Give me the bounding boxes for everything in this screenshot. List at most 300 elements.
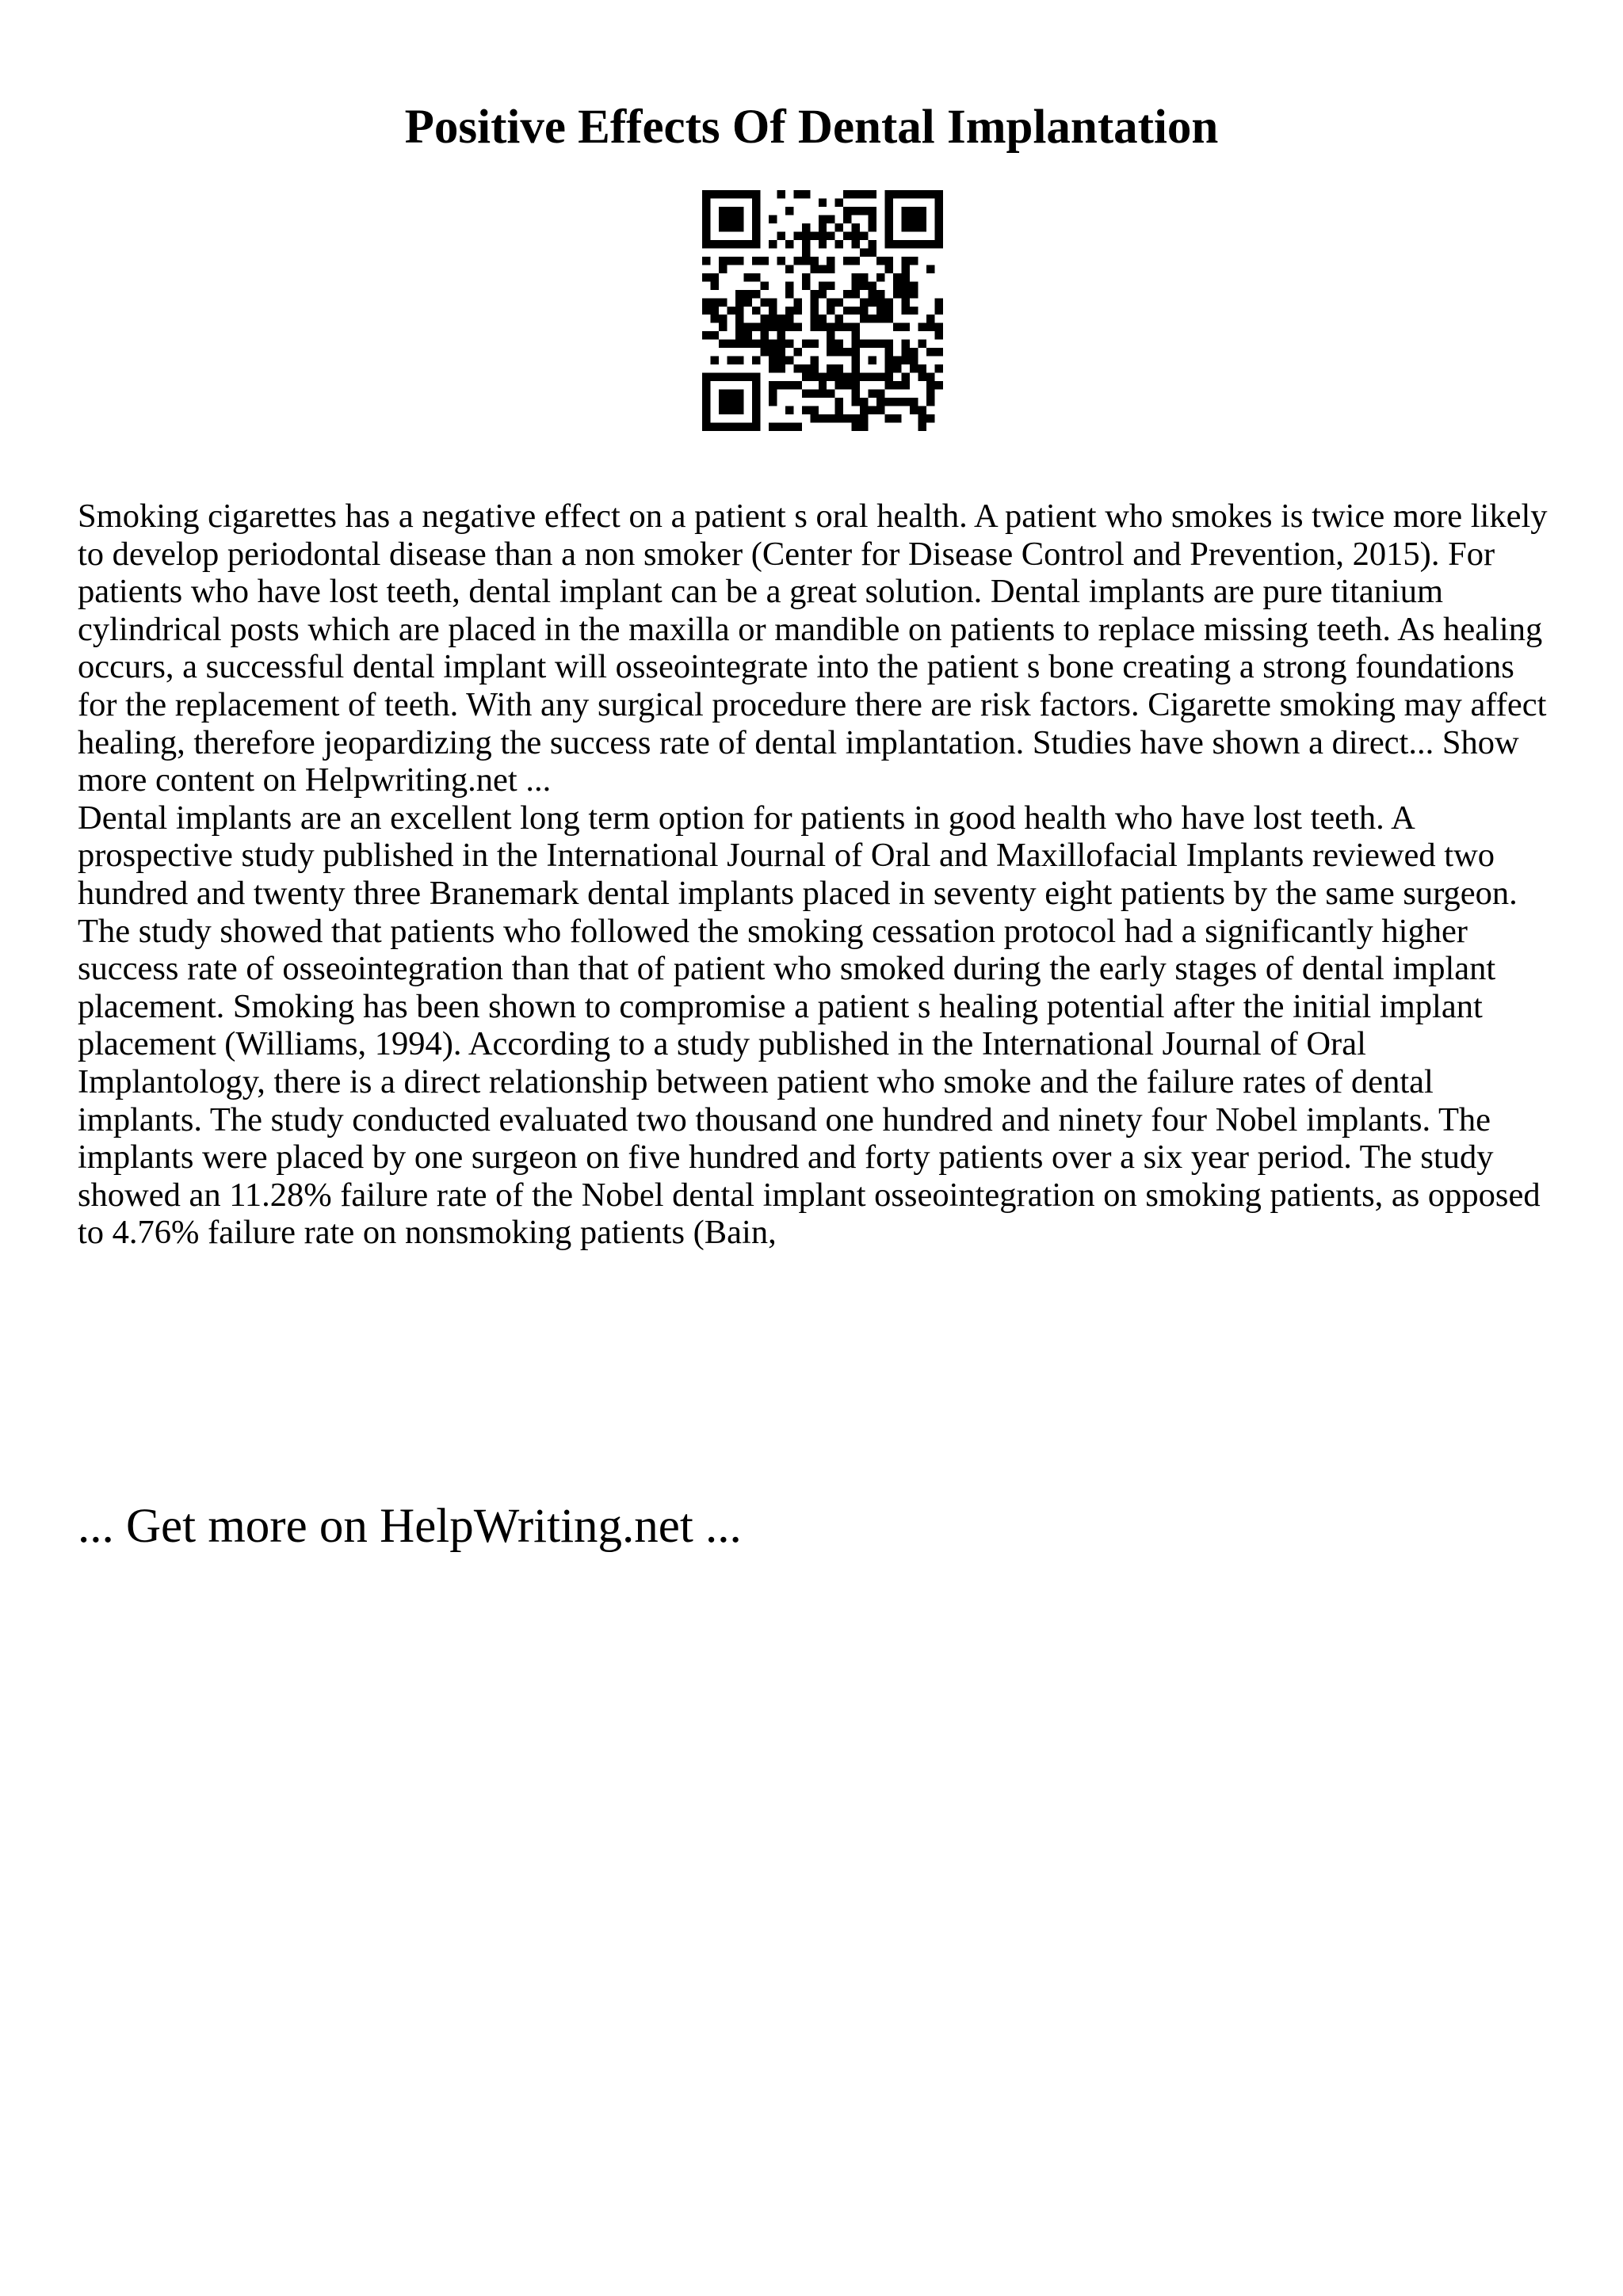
qr-module [752, 423, 760, 431]
qr-module [843, 257, 851, 265]
qr-module [876, 257, 884, 265]
qr-module [719, 257, 727, 265]
qr-module [819, 231, 827, 239]
qr-module [769, 315, 777, 322]
qr-module [752, 414, 760, 422]
qr-module [827, 298, 834, 306]
qr-module [819, 390, 827, 398]
qr-module [743, 290, 751, 298]
qr-module [910, 290, 918, 298]
qr-module [727, 223, 735, 231]
qr-module [752, 340, 760, 348]
qr-module [893, 240, 901, 248]
qr-module [910, 398, 918, 406]
qr-module [735, 257, 743, 265]
qr-module [793, 364, 801, 372]
qr-module [810, 265, 818, 273]
qr-module [876, 290, 884, 298]
qr-module [935, 240, 943, 248]
qr-module [876, 315, 884, 322]
qr-module [777, 231, 785, 239]
qr-module [743, 298, 751, 306]
qr-module [719, 265, 727, 273]
qr-module [885, 398, 893, 406]
qr-module [793, 323, 801, 331]
qr-module [777, 323, 785, 331]
qr-module [835, 240, 843, 248]
qr-module [727, 257, 735, 265]
qr-module [819, 373, 827, 381]
qr-module [902, 273, 910, 281]
qr-module [785, 281, 793, 289]
qr-module [852, 307, 860, 315]
qr-module [810, 414, 818, 422]
qr-module [785, 381, 793, 389]
qr-module [893, 381, 901, 389]
qr-module [785, 290, 793, 298]
qr-module [752, 398, 760, 406]
qr-module [869, 373, 876, 381]
qr-module [869, 406, 876, 414]
qr-module [802, 190, 810, 198]
qr-module [769, 381, 777, 389]
qr-module [710, 273, 718, 281]
qr-module [918, 406, 926, 414]
qr-module [727, 390, 735, 398]
qr-module [827, 331, 834, 339]
qr-module [885, 315, 893, 322]
qr-module [760, 298, 768, 306]
qr-module [719, 423, 727, 431]
article-body [78, 498, 1556, 1252]
qr-module [743, 331, 751, 339]
qr-module [893, 323, 901, 331]
qr-module [727, 190, 735, 198]
qr-module [710, 373, 718, 381]
qr-module [843, 348, 851, 356]
qr-module [926, 398, 934, 406]
qr-module [769, 364, 777, 372]
qr-module [702, 331, 710, 339]
qr-module [893, 398, 901, 406]
qr-module [735, 340, 743, 348]
qr-module [902, 215, 910, 223]
qr-module [852, 381, 860, 389]
qr-module [702, 257, 710, 265]
qr-module [793, 348, 801, 356]
qr-module [793, 423, 801, 431]
qr-module [710, 307, 718, 315]
qr-module [777, 257, 785, 265]
qr-module [869, 281, 876, 289]
qr-module [918, 190, 926, 198]
qr-module [902, 357, 910, 364]
qr-module [910, 364, 918, 372]
qr-module [827, 265, 834, 273]
qr-module [852, 340, 860, 348]
qr-module [910, 215, 918, 223]
qr-module [918, 340, 926, 348]
qr-module [910, 348, 918, 356]
qr-module [819, 198, 827, 206]
qr-module [827, 390, 834, 398]
qr-module [835, 373, 843, 381]
qr-module [902, 281, 910, 289]
qr-module [752, 257, 760, 265]
qr-module [769, 323, 777, 331]
qr-module [885, 307, 893, 315]
qr-module [902, 398, 910, 406]
qr-module [719, 315, 727, 322]
qr-module [760, 331, 768, 339]
qr-module [885, 198, 893, 206]
qr-module [810, 357, 818, 364]
qr-module [885, 373, 893, 381]
qr-module [810, 390, 818, 398]
qr-module [702, 423, 710, 431]
qr-module [902, 298, 910, 306]
qr-module [902, 265, 910, 273]
qr-module [735, 315, 743, 322]
qr-module [769, 398, 777, 406]
qr-module [760, 340, 768, 348]
qr-module [860, 307, 868, 315]
qr-module [743, 240, 751, 248]
qr-module [876, 340, 884, 348]
qr-module [702, 307, 710, 315]
qr-module [752, 357, 760, 364]
qr-module [752, 323, 760, 331]
qr-module [843, 290, 851, 298]
qr-module [876, 398, 884, 406]
qr-module [735, 240, 743, 248]
qr-module [918, 364, 926, 372]
qr-module [793, 298, 801, 306]
qr-module [827, 231, 834, 239]
qr-module [719, 240, 727, 248]
qr-module [869, 290, 876, 298]
qr-module [910, 357, 918, 364]
paragraph-1: Smoking cigarettes has a negative effect on a patient s oral health. A patient who smokes is twice more likely to develop periodontal disease than a non smoker (Center for Disease Control and Prevention, 2015). For patients who have lost teeth, dental implant can be a great solution. Dental implants are pure titanium cylindrical posts which are placed in the maxilla or mandible on patients to replace missing teeth. As healing occurs, a successful dental implant will osseointegrate into the patient s bone creating a strong foundations for the replacement of teeth. With any surgical procedure there are risk factors. Cigarette smoking may affect healing, therefore jeopardizing the success rate of dental implantation. Studies have shown a direct... Show more content on Helpwriting.net ... [78, 498, 1548, 799]
qr-module [827, 215, 834, 223]
qr-module [735, 307, 743, 315]
qr-module [926, 414, 934, 422]
qr-module [735, 398, 743, 406]
qr-module [935, 298, 943, 306]
qr-module [702, 414, 710, 422]
qr-module [802, 364, 810, 372]
qr-module [719, 223, 727, 231]
qr-module [752, 207, 760, 215]
qr-module [827, 373, 834, 381]
qr-module [835, 406, 843, 414]
qr-module [869, 340, 876, 348]
qr-module [735, 298, 743, 306]
qr-module [852, 240, 860, 248]
qr-module [835, 398, 843, 406]
qr-module [885, 257, 893, 265]
qr-module [769, 423, 777, 431]
qr-module [719, 340, 727, 348]
qr-module [935, 348, 943, 356]
qr-module [819, 240, 827, 248]
qr-module [727, 307, 735, 315]
qr-module [819, 281, 827, 289]
qr-module [719, 190, 727, 198]
qr-module [810, 373, 818, 381]
qr-module [827, 364, 834, 372]
qr-module [827, 307, 834, 315]
qr-module [719, 390, 727, 398]
qr-module [902, 290, 910, 298]
qr-module [743, 190, 751, 198]
qr-module [860, 298, 868, 306]
qr-module [910, 307, 918, 315]
qr-module [910, 190, 918, 198]
qr-module [752, 406, 760, 414]
qr-module [835, 298, 843, 306]
qr-module [760, 257, 768, 265]
qr-module [860, 373, 868, 381]
qr-module [777, 190, 785, 198]
qr-module [860, 423, 868, 431]
qr-module [926, 373, 934, 381]
qr-module [760, 323, 768, 331]
qr-module [852, 390, 860, 398]
qr-module [769, 307, 777, 315]
qr-module [885, 215, 893, 223]
qr-module [719, 323, 727, 331]
qr-module [885, 231, 893, 239]
paragraph-2: Dental implants are an excellent long term option for patients in good health who have lost teeth. A prospective study published in the International Journal of Oral and Maxillofacial Implants reviewed two hundred and twenty three Branemark dental implants placed in seventy eight patients by the same surgeon. The study showed that patients who followed the smoking cessation protocol had a significantly higher success rate of osseointegration than that of patient who smoked during the early stages of dental implant placement. Smoking has been shown to compromise a patient s healing potential after the initial implant placement (Williams, 1994). According to a study published in the International Journal of Oral Implantology, there is a direct relationship between patient who smoke and the failure rates of dental implants. The study conducted evaluated two thousand one hundred and ninety four Nobel implants. The implants were placed by one surgeon on five hundred and forty patients over a six year period. The study showed an 11.28% failure rate of the Nobel dental implant osseointegration on smoking patients, as opposed to 4.76% failure rate on nonsmoking patients (Bain, [78, 799, 1541, 1252]
qr-module [843, 231, 851, 239]
qr-module [735, 223, 743, 231]
qr-module [785, 323, 793, 331]
qr-module [926, 190, 934, 198]
qr-module [785, 207, 793, 215]
qr-module [852, 190, 860, 198]
qr-module [860, 281, 868, 289]
qr-module [852, 273, 860, 281]
qr-module [719, 398, 727, 406]
qr-module [719, 215, 727, 223]
qr-module [885, 223, 893, 231]
qr-module [852, 207, 860, 215]
qr-module [902, 257, 910, 265]
qr-module [735, 207, 743, 215]
qr-module [752, 231, 760, 239]
qr-module [769, 348, 777, 356]
qr-module [702, 298, 710, 306]
qr-module [935, 190, 943, 198]
qr-module [910, 240, 918, 248]
qr-module [885, 207, 893, 215]
qr-module [860, 398, 868, 406]
qr-module [702, 198, 710, 206]
qr-module [727, 373, 735, 381]
qr-module [719, 373, 727, 381]
qr-module [819, 323, 827, 331]
qr-module [893, 364, 901, 372]
qr-module [852, 290, 860, 298]
qr-module [735, 290, 743, 298]
qr-module [702, 398, 710, 406]
qr-module [910, 257, 918, 265]
qr-module [935, 364, 943, 372]
qr-module [852, 323, 860, 331]
qr-module [769, 357, 777, 364]
qr-module [876, 406, 884, 414]
qr-module [752, 307, 760, 315]
qr-module [935, 215, 943, 223]
qr-module [885, 240, 893, 248]
qr-module [918, 223, 926, 231]
qr-module [810, 364, 818, 372]
qr-module [827, 348, 834, 356]
qr-module [935, 381, 943, 389]
qr-module [885, 357, 893, 364]
qr-module [727, 215, 735, 223]
qr-code-icon [702, 190, 943, 431]
qr-module [819, 290, 827, 298]
qr-module [785, 340, 793, 348]
qr-module [852, 281, 860, 289]
qr-module [777, 315, 785, 322]
qr-module [918, 215, 926, 223]
qr-module [785, 423, 793, 431]
qr-module [885, 340, 893, 348]
qr-module [710, 190, 718, 198]
qr-module [852, 423, 860, 431]
qr-module [827, 323, 834, 331]
qr-module [860, 207, 868, 215]
qr-module [835, 198, 843, 206]
qr-module [843, 381, 851, 389]
qr-module [876, 390, 884, 398]
qr-module [793, 231, 801, 239]
qr-module [935, 231, 943, 239]
qr-module [760, 281, 768, 289]
qr-module [785, 240, 793, 248]
qr-module [785, 307, 793, 315]
qr-module [885, 364, 893, 372]
qr-module [743, 340, 751, 348]
qr-module [793, 307, 801, 315]
qr-module [710, 240, 718, 248]
qr-module [752, 190, 760, 198]
qr-module [735, 215, 743, 223]
qr-module [852, 257, 860, 265]
qr-module [793, 190, 801, 198]
qr-module [852, 414, 860, 422]
qr-module [777, 348, 785, 356]
qr-module [727, 240, 735, 248]
get-more-link[interactable]: ... Get more on HelpWriting.net ... [78, 1500, 742, 1553]
qr-module [869, 390, 876, 398]
qr-module [702, 390, 710, 398]
qr-module [760, 315, 768, 322]
page-title: Positive Effects Of Dental Implantation [404, 101, 1219, 154]
qr-module [735, 190, 743, 198]
qr-module [702, 190, 710, 198]
qr-module [727, 357, 735, 364]
qr-module [769, 390, 777, 398]
qr-code-graphic [702, 190, 943, 431]
qr-module [777, 331, 785, 339]
qr-module [727, 423, 735, 431]
qr-module [769, 240, 777, 248]
qr-module [860, 406, 868, 414]
qr-module [860, 315, 868, 322]
qr-module [702, 207, 710, 215]
qr-module [719, 406, 727, 414]
qr-module [885, 348, 893, 356]
qr-module [869, 240, 876, 248]
qr-module [710, 281, 718, 289]
qr-module [876, 307, 884, 315]
qr-module [852, 223, 860, 231]
qr-module [819, 315, 827, 322]
qr-module [902, 207, 910, 215]
qr-module [869, 207, 876, 215]
qr-module [852, 331, 860, 339]
qr-module [760, 348, 768, 356]
qr-module [802, 373, 810, 381]
qr-module [935, 331, 943, 339]
qr-module [860, 190, 868, 198]
qr-module [876, 298, 884, 306]
qr-module [769, 340, 777, 348]
qr-module [885, 190, 893, 198]
qr-module [819, 414, 827, 422]
qr-module [935, 223, 943, 231]
qr-module [852, 398, 860, 406]
qr-module [935, 198, 943, 206]
qr-module [860, 340, 868, 348]
qr-module [735, 357, 743, 364]
qr-module [876, 373, 884, 381]
qr-module [852, 357, 860, 364]
qr-module [785, 265, 793, 273]
qr-module [710, 298, 718, 306]
qr-module [893, 357, 901, 364]
qr-module [843, 323, 851, 331]
qr-module [902, 373, 910, 381]
qr-module [910, 281, 918, 289]
qr-module [752, 390, 760, 398]
qr-module [810, 298, 818, 306]
qr-module [785, 357, 793, 364]
qr-module [752, 290, 760, 298]
qr-module [752, 215, 760, 223]
qr-module [926, 265, 934, 273]
qr-module [769, 298, 777, 306]
qr-module [802, 273, 810, 281]
qr-module [802, 257, 810, 265]
qr-module [902, 323, 910, 331]
qr-module [902, 307, 910, 315]
qr-module [810, 290, 818, 298]
qr-module [702, 273, 710, 281]
qr-module [893, 281, 901, 289]
qr-module [727, 207, 735, 215]
qr-module [710, 315, 718, 322]
qr-module [869, 248, 876, 256]
qr-module [827, 257, 834, 265]
qr-module [702, 381, 710, 389]
qr-module [810, 315, 818, 322]
qr-module [885, 265, 893, 273]
